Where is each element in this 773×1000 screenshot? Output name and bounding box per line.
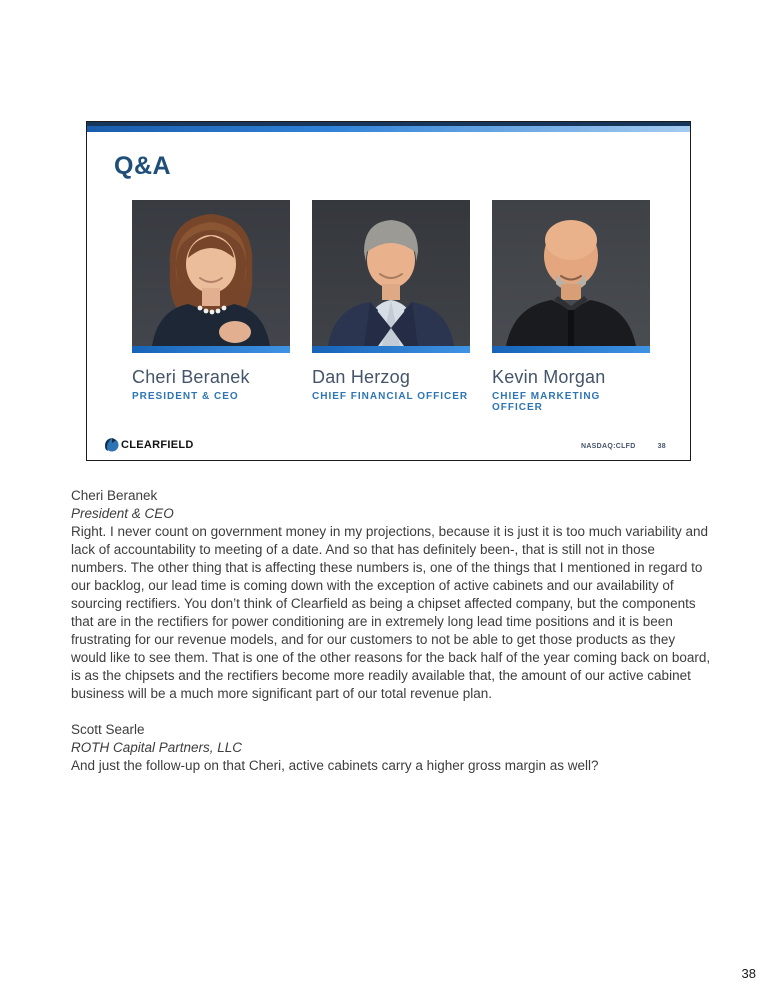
person-card-kevin-morgan [492, 200, 650, 413]
person-card-cheri-beranek [132, 200, 290, 413]
clearfield-logo-text: CLEARFIELD [121, 438, 194, 451]
transcript [71, 487, 711, 775]
kevin-morgan-photo [492, 200, 650, 346]
photo-accent-bar [312, 346, 470, 353]
speaker-affiliation: ROTH Capital Partners, LLC [71, 740, 243, 755]
slide-title: Q&A [114, 152, 172, 180]
photo-accent-bar [492, 346, 650, 353]
dan-herzog-photo [312, 200, 470, 346]
person-title: CHIEF FINANCIAL OFFICER [312, 391, 469, 402]
clearfield-logo-icon [104, 437, 119, 452]
speaker-name: Cheri Beranek [71, 488, 158, 503]
cheri-beranek-photo [132, 200, 290, 346]
ticker-group [581, 443, 666, 450]
slide-footer [87, 434, 690, 452]
photo-accent-bar [132, 346, 290, 353]
person-title: CHIEF MARKETING OFFICER [492, 391, 601, 413]
speech-text: And just the follow-up on that Cheri, active cabinets carry a higher gross margin as well? [71, 758, 599, 773]
transcript-block [71, 487, 711, 703]
person-name: Kevin Morgan [492, 367, 606, 387]
transcript-block [71, 721, 711, 775]
person-name: Cheri Beranek [132, 367, 250, 387]
slide-top-gradient-bar [87, 126, 690, 132]
page-number: 38 [741, 966, 756, 981]
people-row [132, 200, 650, 413]
person-title: PRESIDENT & CEO [132, 391, 239, 402]
person-name: Dan Herzog [312, 367, 411, 387]
clearfield-brand [104, 437, 194, 452]
slide-number: 38 [657, 443, 666, 450]
nasdaq-ticker: NASDAQ:CLFD [580, 443, 636, 450]
speaker-affiliation: President & CEO [71, 506, 174, 521]
speech-text: Right. I never count on government money in my projections, because it is just it is too much variability and lack of accountability to meeting of a date. And so that has definitely been-, that is still not in those numbers. The other thing that is affecting these numbers is, one of the things that I mentioned in regard to our backlog, our lead time is coming down with the exception of active cabinets and our availability of sourcing rectifiers. You don’t think of Clearfield as being a chipset affected company, but the components that are in the rectifiers for power conditioning are in extremely long lead time positions and it is been frustrating for our revenue models, and for our customers to not be able to get those products as they would like to see them. That is one of the other reasons for the back half of the year coming back on board, is as the chipsets and the rectifiers become more readily available that, the amount of our active cabinet business will be a much more significant part of our total revenue plan. [71, 524, 711, 701]
person-card-dan-herzog [312, 200, 470, 413]
speaker-name: Scott Searle [71, 722, 145, 737]
slide-image [86, 121, 691, 461]
